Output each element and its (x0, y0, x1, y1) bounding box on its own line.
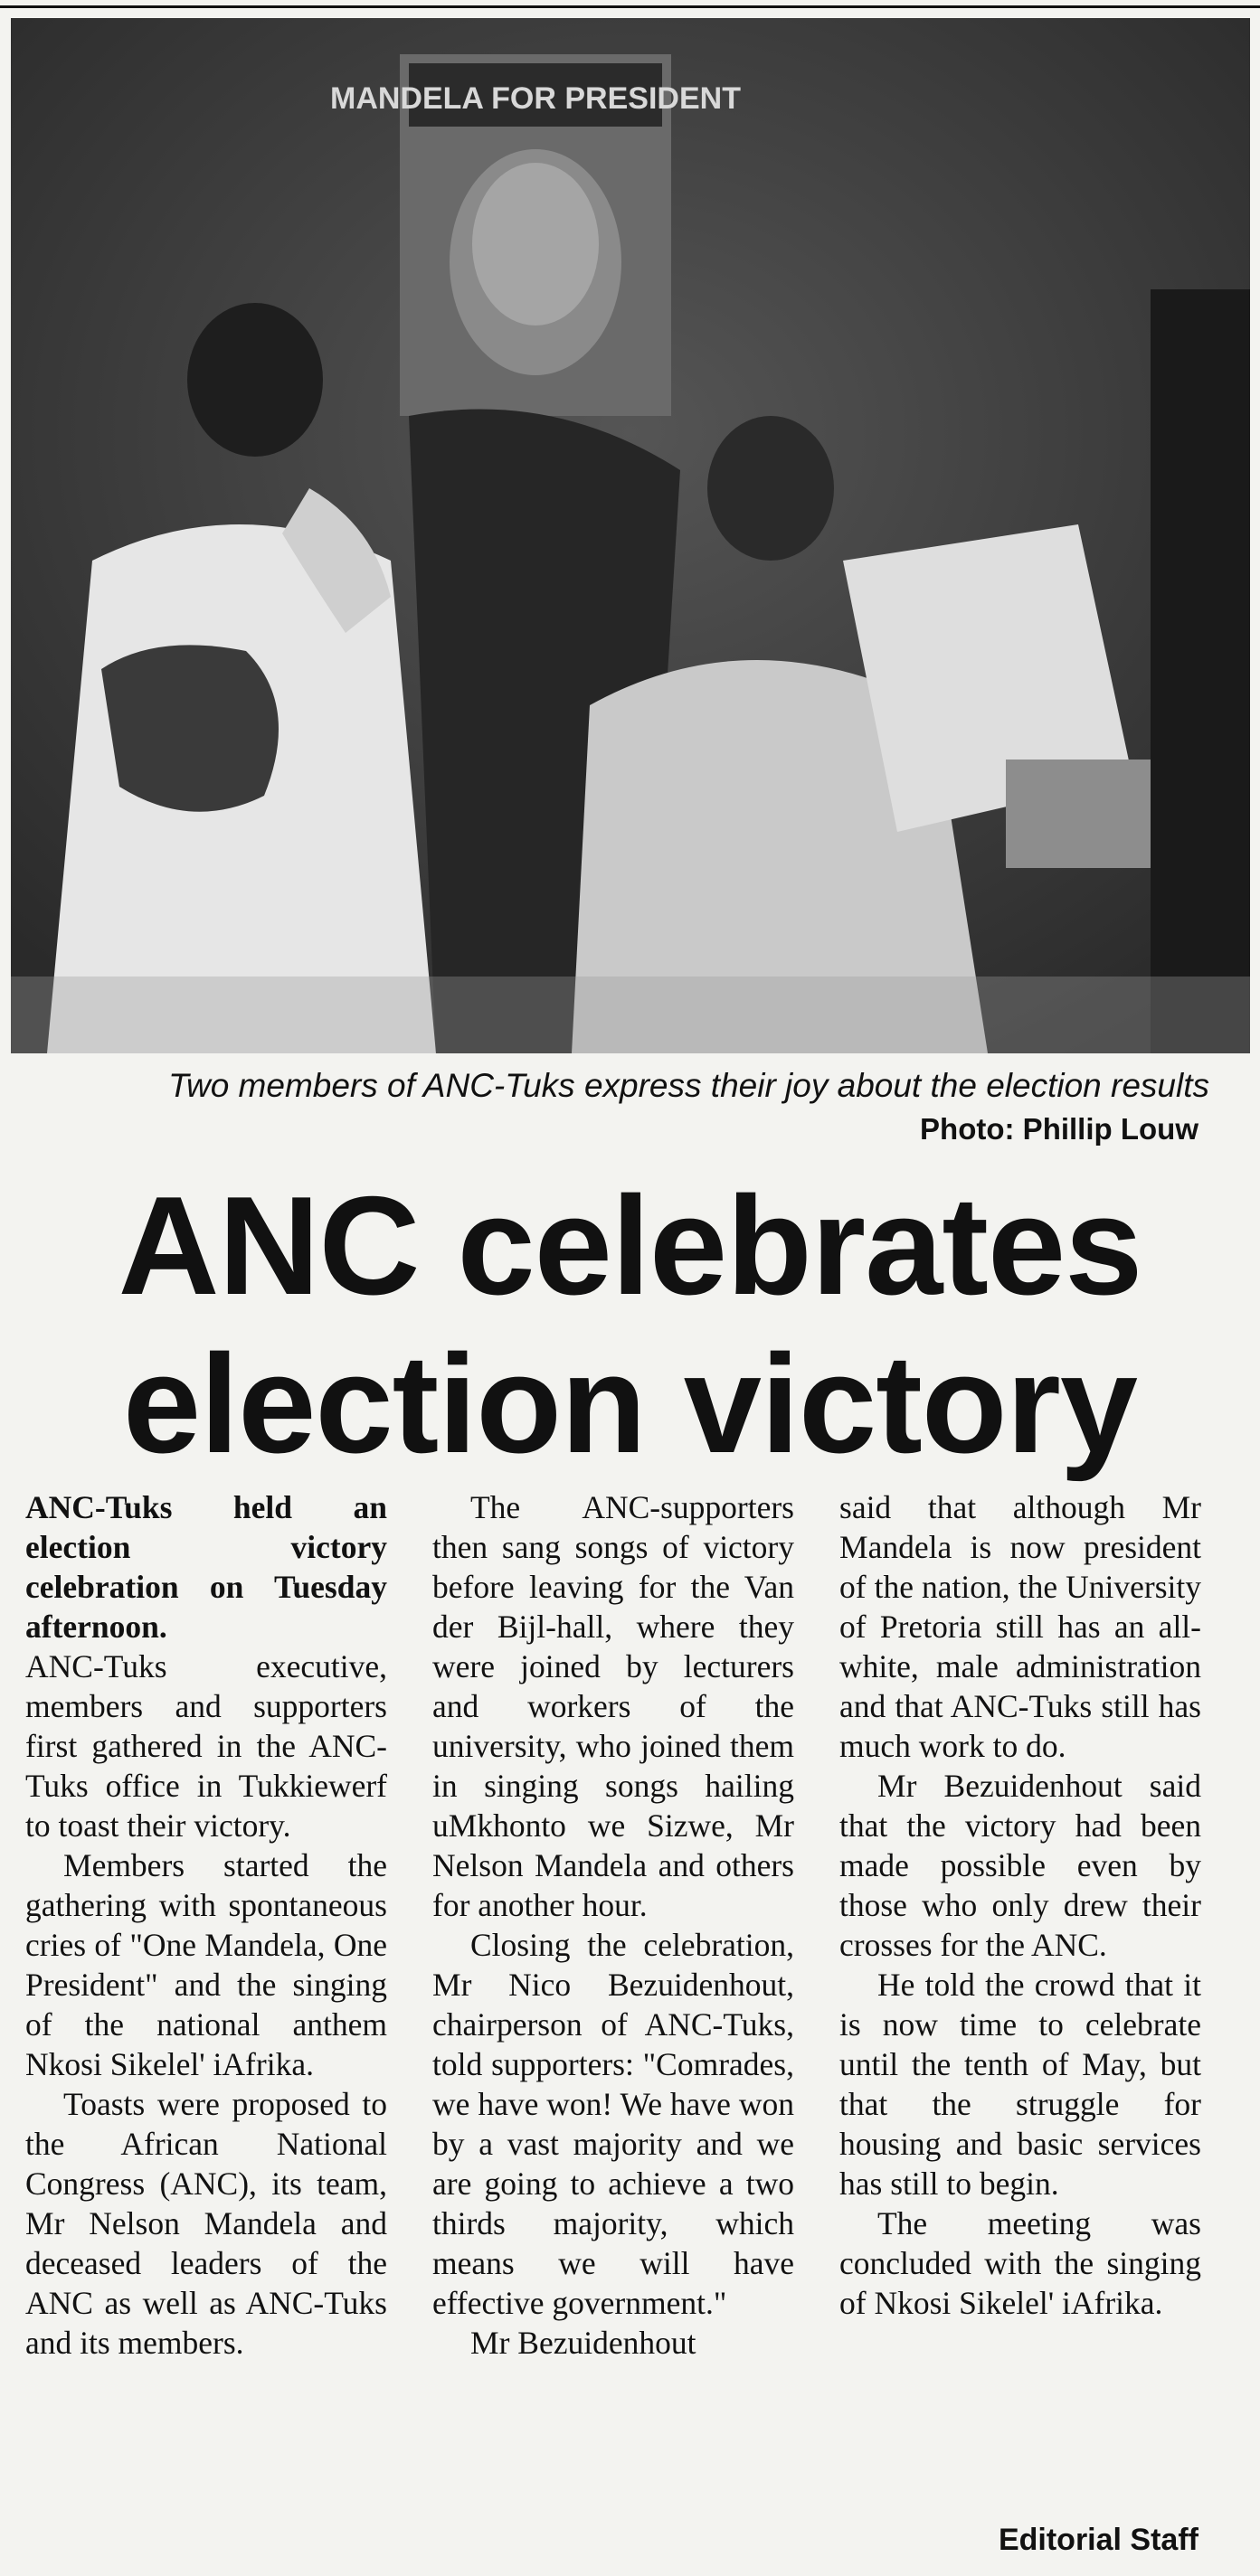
news-photo (11, 18, 1250, 1053)
article-column-3 (839, 1487, 1201, 2500)
paragraph: Toasts were proposed to the African National Congress (ANC), its team, Mr Nelson Mandela and deceased leaders of the ANC as well as ANC-Tuks and its members. (25, 2086, 387, 2361)
paragraph: The meeting was concluded with the singing of Nkosi Sikelel' iAfrika. (839, 2205, 1201, 2321)
photo-caption: Two members of ANC-Tuks express their joy about the election results (168, 1067, 1209, 1104)
article-column-1 (25, 1487, 387, 2500)
top-rule (0, 5, 1260, 8)
article-columns (25, 1487, 1201, 2500)
byline: Editorial Staff (998, 2523, 1198, 2557)
paragraph: ANC-Tuks executive, members and supporters first gathered in the ANC-Tuks office in Tukkiewerf to toast their victory. (25, 1648, 387, 1844)
article-lead: ANC-Tuks held an election victory celebration on Tuesday afternoon. (25, 1489, 387, 1645)
headline-line-1: ANC celebrates (118, 1167, 1142, 1324)
photo-credit: Photo: Phillip Louw (920, 1112, 1198, 1146)
photo-illustration (11, 18, 1250, 1053)
poster-text: MANDELA FOR PRESIDENT (330, 81, 741, 116)
headline-line-2: election victory (122, 1326, 1138, 1482)
paragraph: Closing the celebration, Mr Nico Bezuidenhout, chairperson of ANC-Tuks, told supporters: "Comrades, we have won! We have won by a vast majority and we are going to achieve a two thirds majority, which means we will have effective government." (432, 1927, 794, 2321)
paragraph: said that although Mr Mandela is now president of the nation, the University of Pretoria still has an all-white, male administration and that ANC-Tuks still has much work to do. (839, 1489, 1201, 1764)
paragraph: Mr Bezuidenhout (470, 2325, 696, 2361)
paragraph: He told the crowd that it is now time to celebrate until the tenth of May, but that the struggle for housing and basic services has still to begin. (839, 1967, 1201, 2202)
paragraph: Mr Bezuidenhout said that the victory had been made possible even by those who only drew their crosses for the ANC. (839, 1768, 1201, 1963)
article-column-2 (432, 1487, 794, 2500)
paragraph: Members started the gathering with spontaneous cries of "One Mandela, One President" and the singing of the national anthem Nkosi Sikelel' iAfrika. (25, 1847, 387, 2082)
paragraph: The ANC-supporters then sang songs of victory before leaving for the Van der Bijl-hall, where they were joined by lecturers and workers of the university, who joined them in singing songs hailing uMkhonto we Sizwe, Mr Nelson Mandela and others for another hour. (432, 1489, 794, 1923)
headline (0, 1166, 1260, 1483)
